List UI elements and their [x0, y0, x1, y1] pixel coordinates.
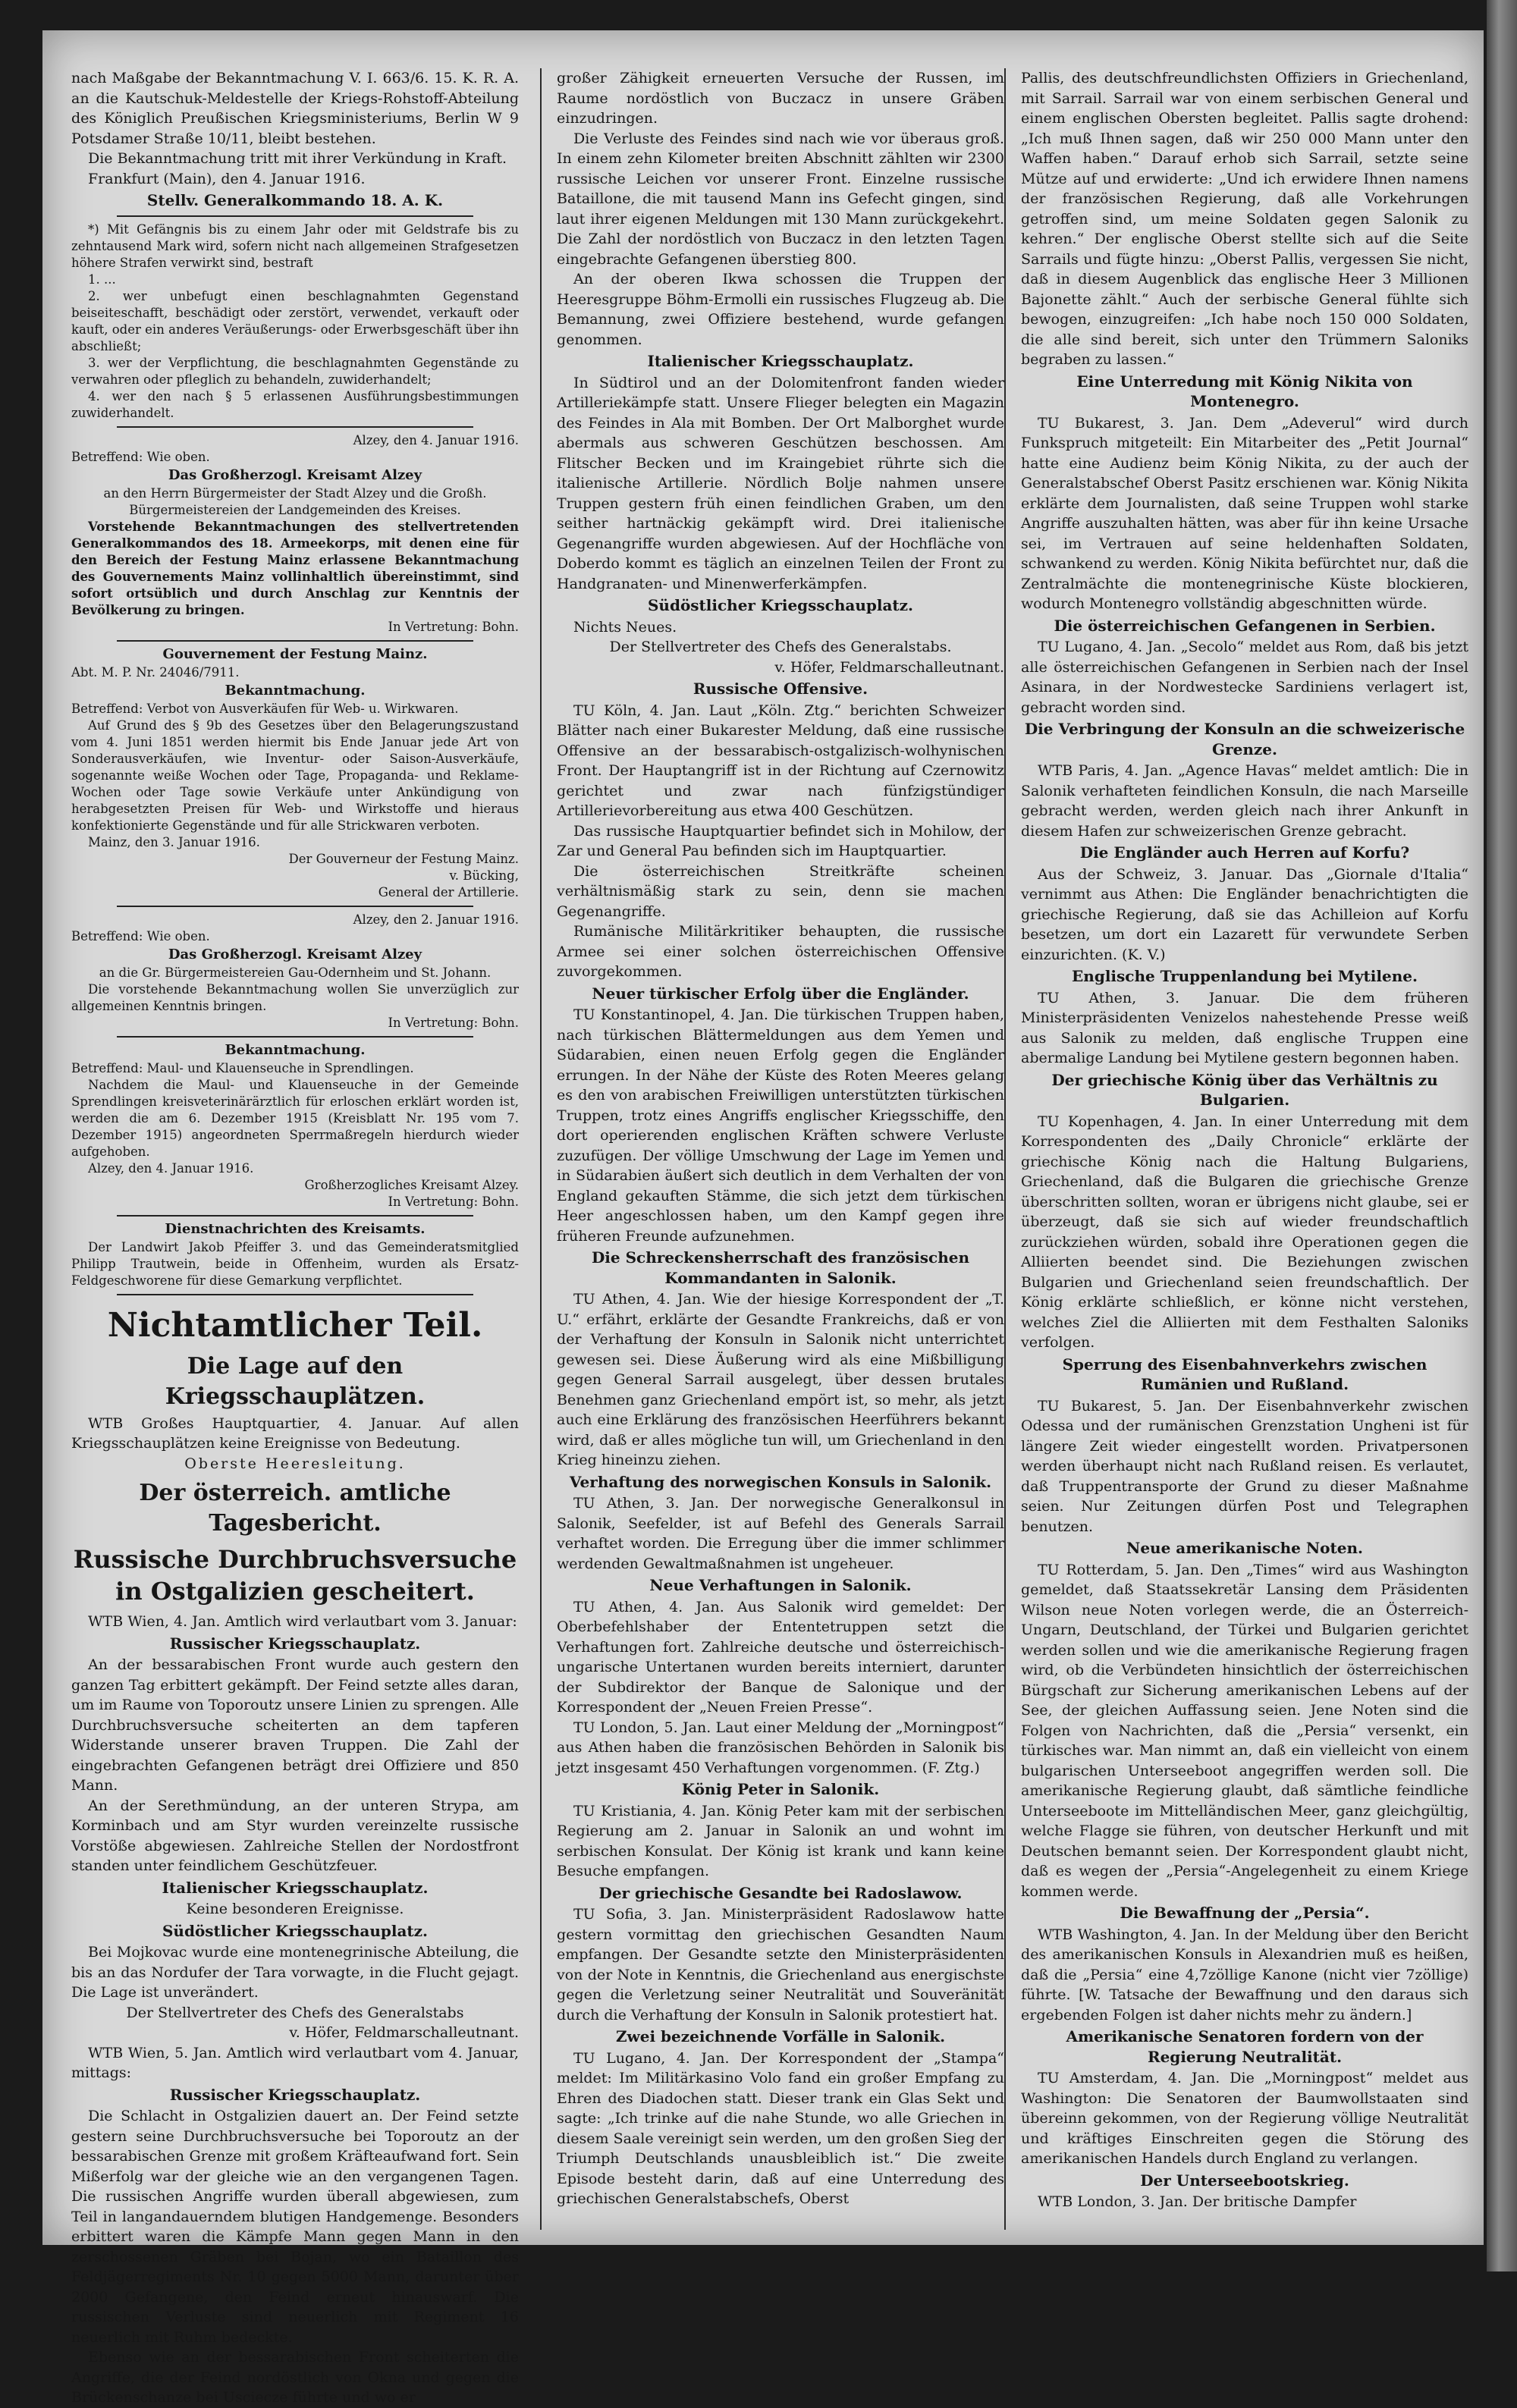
paragraph: TU Köln, 4. Jan. Laut „Köln. Ztg.“ berichten Schweizer Blätter nach einer Bukarester Meldung, daß eine russische Offensive an der bessarabisch-ostgalizisch-wolhynischen Front. Der Hauptangriff ist in der Richtung auf Czernowitz gerichtet und zwar nach fünfzigstündiger Artillerievorbereitung aus etwa 400 Geschützen. [557, 702, 1004, 819]
footnote-item: 4. wer den nach § 5 erlassenen Ausführungsbestimmungen zuwiderhandelt. [71, 388, 519, 420]
paragraph: WTB Paris, 4. Jan. „Agence Havas“ meldet amtlich: Die in Salonik verhafteten feindlichen Konsuln, die nach Marseille gebracht werden, werden gleich nach ihrer Ankunft in diesem Hafen zur schweizerischen Grenze gebracht. [1021, 762, 1468, 840]
signature: v. Höfer, Feldmarschalleutnant. [774, 658, 1004, 676]
subheading: Italienischer Kriegsschauplatz. [162, 1878, 429, 1897]
recipients: an die Gr. Bürgermeistereien Gau-Odernheim und St. Johann. [99, 965, 492, 980]
divider [117, 640, 473, 642]
column-1 [71, 68, 519, 2406]
headline: Die Bewaffnung der „Persia“. [1120, 1904, 1370, 1922]
notice-title: Bekanntmachung. [225, 1041, 366, 1058]
footnote-item: 3. wer der Verpflichtung, die beschlagnahmten Gegenstände zu verwahren oder pfleglich zu behandeln, zuwiderhandelt; [71, 355, 519, 387]
headline: Eine Unterredung mit König Nikita von Montenegro. [1076, 372, 1413, 410]
paragraph: An der oberen Ikwa schossen die Truppen der Heeresgruppe Böhm-Ermolli ein russisches Flugzeug ab. Die Bemannung, zwei Offiziere bestehend, wurde gefangen genommen. [557, 271, 1004, 348]
divider [117, 1036, 473, 1038]
paragraph: WTB London, 3. Jan. Der britische Dampfer [1038, 2193, 1357, 2210]
subheading: Italienischer Kriegsschauplatz. [647, 352, 914, 370]
paragraph: TU Bukarest, 3. Jan. Dem „Adeverul“ wird durch Funkspruch mitgeteilt: Ein Mitarbeiter des „Petit Journal“ hatte eine Audienz beim König Nikita, zu der auch der Generalstabschef Oberst Pasitz erschienen war. König Nikita erklärte dem Journalisten, daß seine Truppen wohl starke Angriffe auszuhalten hätten, was aber für ihn keine Ursache sei, im Vertrauen auf seine heldenhaften Soldaten, schwankend zu werden. König Nikita befürchtet nur, daß die Zentralmächte die montenegrinische Küste blockieren, wodurch Montenegro vollständig abgeschnitten würde. [1021, 414, 1468, 612]
dateline: Frankfurt (Main), den 4. Januar 1916. [88, 170, 366, 187]
reference: Abt. M. P. Nr. 24046/7911. [71, 664, 240, 680]
headline: Die Verbringung der Konsuln an die schweizerische Grenze. [1024, 720, 1465, 758]
headline: Der griechische Gesandte bei Radoslawow. [598, 1883, 963, 1902]
paragraph: Ebenso wie an der bessarabischen Front scheiterten die Angriffe, die der Feind nordöstlich von Okna und gegen die Brückenschanze bei Usciecze führte und wo er [71, 2349, 519, 2406]
notice-title: Bekanntmachung. [225, 682, 366, 699]
section-title: Nichtamtlicher Teil. [107, 1305, 483, 1345]
headline: Russische Offensive. [693, 680, 868, 698]
authority: Gouvernement der Festung Mainz. [162, 645, 428, 662]
paragraph: Das russische Hauptquartier befindet sich in Mohilow, der Zar und General Pau befinden sich im Hauptquartier. [557, 822, 1004, 859]
headline: Verhaftung des norwegischen Konsuls in Salonik. [569, 1472, 992, 1491]
divider [117, 215, 473, 217]
paragraph: Aus der Schweiz, 3. Januar. Das „Giornale d'Italia“ vernimmt aus Athen: Die Engländer benachrichtigten die griechische Regierung, daß sie das Achilleion auf Korfu besetzen, um dort ein Lazarett für verwundete Serben einzurichten. (K. V.) [1021, 865, 1468, 963]
signature: Stellv. Generalkommando 18. A. K. [146, 191, 444, 209]
paragraph: TU Athen, 4. Jan. Aus Salonik wird gemeldet: Der Oberbefehlshaber der Ententetruppen setzt die Verhaftungen fort. Zahlreiche deutsche und österreichisch-ungarische Untertanen wurden bereits interniert, darunter der Subdirektor der Banque de Salonique und der Korrespondent der „Neuen Freien Presse“. [557, 1598, 1004, 1716]
notice-title: Dienstnachrichten des Kreisamts. [165, 1220, 426, 1237]
paragraph: TU Bukarest, 5. Jan. Der Eisenbahnverkehr zwischen Odessa und der rumänischen Grenzstation Ungheni ist für längere Zeit wieder eingestellt worden. Privatpersonen werden überhaupt nicht nach Rußland reisen. Es verlautet, daß Truppentransporte der Grund zu dieser Maßnahme seien. Nur Zeitungen dürfen Post und Telegraphen benutzen. [1021, 1397, 1468, 1535]
subheading: Russischer Kriegsschauplatz. [169, 2085, 421, 2104]
paragraph: großer Zähigkeit erneuerten Versuche der Russen, im Raume nordöstlich von Buczacz in unsere Gräben einzudringen. [557, 70, 1004, 127]
headline: Zwei bezeichnende Vorfälle in Salonik. [615, 2027, 946, 2045]
subject: Betreffend: Verbot von Ausverkäufen für Web- u. Wirkwaren. [71, 701, 459, 716]
footnote-item: 2. wer unbefugt einen beschlagnahmten Gegenstand beiseiteschafft, beschädigt oder zerstört, verwendet, verkauft oder kauft, oder ein anderes Veräußerungs- oder Erwerbsgeschäft über ihn abschließt; [71, 288, 519, 353]
headline: Der österreich. amtliche Tagesbericht. [139, 1480, 451, 1537]
divider [117, 1294, 473, 1295]
headline: Die Schreckensherrschaft des französischen Kommandanten in Salonik. [591, 1248, 970, 1287]
divider [117, 906, 473, 907]
paragraph: Die vorstehende Bekanntmachung wollen Sie unverzüglich zur allgemeinen Kenntnis bringen. [71, 981, 519, 1013]
paragraph: WTB Großes Hauptquartier, 4. Januar. Auf allen Kriegsschauplätzen keine Ereignisse von Bedeutung. [71, 1414, 519, 1452]
signature: General der Artillerie. [378, 884, 519, 899]
paragraph: TU Lugano, 4. Jan. Der Korrespondent der „Stampa“ meldet: Im Militärkasino Volo fand ein großer Empfang zu Ehren des Diadochen statt. Dieser trank ein Glas Sekt und sagte: „Ich trinke auf die nahe Stunde, wo alle Griechen in diesem Saale vereinigt sein werden, um den großen Sieg der Triumph Deutschlands unausbleiblich ist.“ Die zweite Episode besteht darin, daß auf eine Unterredung des griechischen Generalstabschefs, Oberst [557, 2049, 1004, 2207]
headline: Die Lage auf den Kriegsschauplätzen. [165, 1352, 426, 1410]
paragraph: TU London, 5. Jan. Laut einer Meldung der „Morningpost“ aus Athen haben die französischen Behörden in Salonik bis jetzt insgesamt 450 Verhaftungen vorgenommen. (F. Ztg.) [557, 1719, 1004, 1776]
headline: Englische Truppenlandung bei Mytilene. [1072, 967, 1418, 985]
subheading: Südöstlicher Kriegsschauplatz. [162, 1921, 428, 1940]
paragraph: TU Kopenhagen, 4. Jan. In einer Unterredung mit dem Korrespondenten des „Daily Chronicle“ erklärte der griechische König nach die Haltung Bulgariens, Griechenland, daß die Bulgaren die griechische Grenze überschritten sollten, woran er übrigens nicht glaube, sei er überzeugt, daß sie sich auf wieder freundschaftlich zurückziehen würden, sobald ihre Operationen gegen die Alliierten beendet sind. Die Beziehungen zwischen Bulgarien und Griechenland seien freundschaftlich. Der König erklärte schließlich, er könne nicht verstehen, welches Ziel die Alliierten mit dem Festhalten Saloniks verfolgen. [1021, 1113, 1468, 1351]
paragraph: Keine besonderen Ereignisse. [186, 1901, 404, 1917]
signature: v. Bücking, [449, 868, 519, 883]
divider [117, 1215, 473, 1217]
paragraph: TU Kristiania, 4. Jan. König Peter kam mit der serbischen Regierung am 2. Januar in Salonik an und wohnt im serbischen Konsulat. Der König ist krank und kann keine Besuche empfangen. [557, 1802, 1004, 1879]
paragraph: Die Schlacht in Ostgalizien dauert an. Der Feind setzte gestern seine Durchbruchsversuche bei Toporoutz an der bessarabischen Grenze mit großem Kräfteaufwand fort. Sein Mißerfolg war der gleiche wie an den vergangenen Tagen. Die russischen Angriffe wurden überall abgewiesen, zum Teil in langandauerndem blutigen Handgemenge. Besonders erbittert waren die Kämpfe Mann gegen Mann in den zerschossenen Gräben bei Bojan, wo ein Bataillon des Feldjägerregiments Nr. 10 gegen 5000 Mann, darunter über 2000 Gefangene, den Feind erneut hinauswarf. Die russischen Verluste sind neuerlich mit Regiment 16 neuerlich mit Ruhm bedeckte. [71, 2108, 519, 2346]
subject: Betreffend: Wie oben. [71, 449, 210, 464]
signature: Oberste Heeresleitung. [184, 1455, 406, 1472]
subheading: Südöstlicher Kriegsschauplatz. [647, 596, 913, 614]
paragraph: Rumänische Militärkritiker behaupten, die russische Armee sei einer solchen österreichischen Offensive zuvorgekommen. [557, 923, 1004, 980]
dateline: Alzey, den 2. Januar 1916. [353, 912, 519, 927]
paragraph: TU Athen, 4. Jan. Wie der hiesige Korrespondent der „T. U.“ erfährt, erklärte der Gesandte Frankreichs, daß er von der Verhaftung der Konsuln in Salonik nicht unterrichtet gewesen sei. Diese Äußerung wird als eine Mißbilligung gegen General Sarrail ausgelegt, über dessen brutales Benehmen ganz Griechenland empört ist, so mehr, als jetzt auch eine Erklärung des französischen Heerführers bekannt wird, daß er alles mögliche tun will, um Griechenland in den Krieg hineinzu ziehen. [557, 1291, 1004, 1468]
paragraph: nach Maßgabe der Bekanntmachung V. I. 663/6. 15. K. R. A. an die Kautschuk-Meldestelle der Kriegs-Rohstoff-Abteilung des Königlich Preußischen Kriegsministeriums, Berlin W 9 Potsdamer Straße 10/11, bleibt bestehen. [71, 70, 519, 147]
paragraph: Vorstehende Bekanntmachungen des stellvertretenden Generalkommandos des 18. Armeekorps, mit denen eine für den Bereich der Festung Mainz erlassene Bekanntmachung des Gouvernements Mainz vollinhaltlich übereinstimmt, sind sofort ortsüblich und durch Anschlag zur Kenntnis der Bevölkerung zu bringen. [71, 519, 519, 617]
authority: Das Großherzogl. Kreisamt Alzey [168, 466, 422, 483]
headline: Neuer türkischer Erfolg über die Engländer. [592, 984, 969, 1003]
headline: Amerikanische Senatoren fordern von der Regierung Neutralität. [1066, 2027, 1424, 2066]
paragraph: TU Athen, 3. Januar. Die dem früheren Ministerpräsidenten Venizelos nahestehende Presse weiß aus Salonik zu melden, daß englische Truppen eine abermalige Landung bei Mytilene gestern begonnen haben. [1021, 989, 1468, 1066]
dateline: Alzey, den 4. Januar 1916. [88, 1160, 254, 1176]
signature: In Vertretung: Bohn. [388, 1194, 519, 1209]
paragraph: TU Lugano, 4. Jan. „Secolo“ meldet aus Rom, daß bis jetzt alle österreichischen Gefangenen in Serbien nach der Insel Asinara, in der Nordwestecke Sardiniens verlagert ist, gebracht worden sind. [1021, 639, 1468, 716]
headline: Der Unterseebootskrieg. [1140, 2171, 1349, 2190]
column-rule [540, 68, 542, 2230]
column-rule [1004, 68, 1006, 2230]
paragraph: Auf Grund des § 9b des Gesetzes über den Belagerungszustand vom 4. Juni 1851 werden hiermit bis Ende Januar jede Art von Sonderausverkäufen, wie Inventur- oder Saison-Ausverkäufe, sogenannte weiße Wochen oder Tage, Propaganda- und Reklame-Wochen oder Tage sowie Verkäufe unter Ankündigung von herabgesetzten Preisen für Web- und Wirkstoffe und hieraus konfektionierte Gegenstände und für alle Strickwaren verboten. [71, 717, 519, 833]
signature: In Vertretung: Bohn. [388, 619, 519, 634]
divider [117, 426, 473, 428]
paragraph: Die Verluste des Feindes sind nach wie vor überaus groß. In einem zehn Kilometer breiten Abschnitt zählten wir 2300 russische Leichen vor unserer Front. Einzelne russische Bataillone, die mit tausend Mann ins Gefecht gingen, sind laut ihrer eigenen Meldungen mit 130 Mann zurückgekehrt. Die Zahl der nordöstlich von Buczacz in den letzten Tagen eingebrachte Gefangenen überstieg 800. [557, 130, 1004, 268]
column-3 [1021, 68, 1468, 2230]
subject: Betreffend: Wie oben. [71, 928, 210, 943]
paragraph: TU Konstantinopel, 4. Jan. Die türkischen Truppen haben, nach türkischen Blättermeldungen aus dem Yemen und Südarabien, einen neuen Erfolg gegen die Engländer errungen. In der Nähe der Küste des Roten Meeres gelang es den von arabischen Freiwilligen unterstützten türkischen Truppen, trotz eines Angriffs englischer Kriegsschiffe, den dort operierenden englischen Kräften schwere Verluste zuzufügen. Der völlige Umschwung der Lage im Yemen und in Südarabien äußert sich deutlich in dem Verhalten der von England gekauften Stämme, die sich jetzt dem türkischen Heer angeschlossen haben, um den Kampf gegen ihre früheren Freunde aufzunehmen. [557, 1006, 1004, 1245]
column-2 [557, 68, 1004, 2230]
paragraph: Die Bekanntmachung tritt mit ihrer Verkündung in Kraft. [88, 150, 507, 167]
authority: Das Großherzogl. Kreisamt Alzey [168, 946, 422, 962]
footnote-item: 1. ... [88, 272, 116, 287]
headline: Die österreichischen Gefangenen in Serbien. [1054, 616, 1436, 635]
signature: v. Höfer, Feldmarschalleutnant. [289, 2024, 519, 2041]
signature: In Vertretung: Bohn. [388, 1015, 519, 1030]
newspaper-page [42, 30, 1484, 2406]
headline: Russische Durchbruchsversuche in Ostgalizien gescheitert. [73, 1545, 517, 1606]
dateline: Alzey, den 4. Januar 1916. [353, 432, 519, 447]
recipients: an den Herrn Bürgermeister der Stadt Alzey und die Großh. Bürgermeistereien der Landgemeinden des Kreises. [103, 485, 487, 517]
signature: Der Stellvertreter des Chefs des Generalstabs [126, 2004, 464, 2021]
paragraph: An der bessarabischen Front wurde auch gestern den ganzen Tag erbittert gekämpft. Der Feind setzte alles daran, um im Raume von Toporoutz unsere Linien zu sprengen. Alle Durchbruchsversuche scheiterten an dem tapferen Widerstande unserer braven Truppen. Die Zahl der eingebrachten Gefangenen beträgt drei Offiziere und 850 Mann. [71, 1656, 519, 1794]
headline: Die Engländer auch Herren auf Korfu? [1079, 843, 1410, 862]
dateline: Mainz, den 3. Januar 1916. [88, 834, 260, 849]
footnote-block [71, 221, 519, 422]
paragraph: Die österreichischen Streitkräfte scheinen verhältnismäßig stark zu sein, denn sie machen Gegenangriffe. [557, 862, 1004, 920]
signature: Großherzogliches Kreisamt Alzey. [304, 1177, 519, 1192]
paragraph: WTB Wien, 4. Jan. Amtlich wird verlautbart vom 3. Januar: [88, 1613, 517, 1630]
headline: Der griechische König über das Verhältnis zu Bulgarien. [1051, 1070, 1438, 1109]
paragraph: Pallis, des deutschfreundlichsten Offiziers in Griechenland, mit Sarrail. Sarrail war von einem serbischen General und einem englischen Obersten begleitet. Pallis sagte drohend: „Ich muß Ihnen sagen, daß wir 250 000 Mann unter den Waffen haben.“ Darauf erhob sich Sarrail, setzte seine Mütze auf und erwiderte: „Und ich erwidere Ihnen namens der französischen Regierung, daß alle Vorkehrungen getroffen sind, um meine Soldaten gegen Salonik zu kehren.“ Der englische Oberst stellte sich auf die Seite Sarrails und fügte hinzu: „Oberst Pallis, vergessen Sie nicht, daß in diesem Augenblick das englische Heer 3 Millionen Bajonette zählt.“ Auch der serbische General fühlte sich bewogen, einzugreifen: „Ich habe noch 150 000 Soldaten, die alle sind bereit, sich unter den Trümmern Saloniks begraben zu lassen.“ [1021, 70, 1468, 368]
headline: Neue amerikanische Noten. [1126, 1539, 1363, 1557]
footnote: *) Mit Gefängnis bis zu einem Jahr oder mit Geldstrafe bis zu zehntausend Mark wird, sofern nicht nach allgemeinen Strafgesetzen höhere Strafen verwirkt sind, bestraft [71, 221, 519, 270]
paragraph: In Südtirol und an der Dolomitenfront fanden wieder Artilleriekämpfe statt. Unsere Flieger belegten ein Magazin des Feindes in Ala mit Bomben. Der Ort Malborghet wurde abermals aus schweren Geschützen beschossen. Am Flitscher Becken und im Kraingebiet rührte sich die italienische Artillerie. Nördlich Bolje nahmen unsere Truppen gestern früh einen feindlichen Graben, um den seither hartnäckig gekämpft wird. Drei italienische Gegenangriffe wurden abgewiesen. Auf der Hochfläche von Doberdo kommt es täglich an einzelnen Teilen der Front zu Handgranaten- und Minenwerferkämpfen. [557, 374, 1004, 592]
paragraph: Nichts Neues. [573, 618, 677, 636]
scan-edge [1487, 0, 1517, 2271]
notice-block [71, 432, 519, 1289]
paragraph: Bei Mojkovac wurde eine montenegrinische Abteilung, die bis an das Nordufer der Tara vorwagte, in die Flucht gejagt. Die Lage ist unverändert. [71, 1944, 519, 2001]
signature: Der Gouverneur der Festung Mainz. [288, 851, 519, 866]
subheading: Russischer Kriegsschauplatz. [169, 1634, 421, 1653]
paragraph: TU Sofia, 3. Jan. Ministerpräsident Radoslawow hatte gestern vormittag den griechischen Gesandten Naum empfangen. Der Gesandte setzte den Ministerpräsidenten von der Note in Kenntnis, die Griechenland aus energischste gegen die Verletzung seiner Neutralität und Souveränität durch die Verhaftung der Konsuln in Salonik protestiert hat. [557, 1906, 1004, 2023]
paragraph: Nachdem die Maul- und Klauenseuche in der Gemeinde Sprendlingen kreisveterinärärztlich für erloschen erklärt worden ist, werden die am 6. Dezember 1915 (Kreisblatt Nr. 195 vom 7. Dezember 1915) angeordneten Sperrmaßregeln hierdurch wieder aufgehoben. [71, 1077, 519, 1159]
paragraph: WTB Wien, 5. Jan. Amtlich wird verlautbart vom 4. Januar, mittags: [71, 2044, 519, 2081]
paragraph: TU Rotterdam, 5. Jan. Den „Times“ wird aus Washington gemeldet, daß Staatssekretär Lansing dem Präsidenten Wilson neue Noten vorlegen werde, die an Österreich-Ungarn, Deutschland, der Türkei und Bulgarien gerichtet werden sollen und wie die amerikanische Regierung fragen wird, ob die Verbündeten hinsichtlich der österreichischen Bürgschaft zur Sicherung amerikanischen Lebens auf der See, der gleichen Auffassung seien. Jene Noten sind die Folgen von Nachrichten, daß die „Persia“ versenkt, ein türkisches war. Man nimmt an, daß ein vielleicht von einem bulgarischen Unterseeboot angegriffen werden soll. Die amerikanische Regierung glaubt, daß sämtliche feindliche Unterseeboote im Mittelländischen Meer, ganz gleichgültig, welche Flagge sie führen, von deutscher Herkunft und mit Deutschen bemannt seien. Der Korrespondent glaubt nicht, daß es wegen der „Persia“-Angelegenheit zu einem Kriege kommen werde. [1021, 1561, 1468, 1900]
headline: Sperrung des Eisenbahnverkehrs zwischen Rumänien und Rußland. [1062, 1355, 1427, 1393]
paragraph: TU Amsterdam, 4. Jan. Die „Morningpost“ meldet aus Washington: Die Senatoren der Baumwollstaaten sind übereinn gekommen, von der Regierung völlige Neutralität und kräftiges Einschreiten gegen die Störung des amerikanischen Handels durch England zu verlangen. [1021, 2070, 1468, 2167]
subject: Betreffend: Maul- und Klauenseuche in Sprendlingen. [71, 1060, 414, 1075]
paragraph: An der Serethmündung, an der unteren Strypa, am Korminbach und am Styr wurden vereinzelte russische Vorstöße abgewiesen. Zahlreiche Stellen der Nordostfront standen unter feindlichem Geschützfeuer. [71, 1797, 519, 1874]
headline: Neue Verhaftungen in Salonik. [649, 1576, 912, 1594]
signature: Der Stellvertreter des Chefs des Generalstabs. [609, 639, 952, 655]
paragraph: WTB Washington, 4. Jan. In der Meldung über den Bericht des amerikanischen Konsuls in Alexandrien muß es heißen, daß die „Persia“ eine 4,7zöllige Kanone (nicht vier 7zöllige) führte. [W. Tatsache der Bewaffnung und den daraus sich ergebenden Folgen ist daher nichts mehr zu ändern.] [1021, 1926, 1468, 2023]
paragraph: TU Athen, 3. Jan. Der norwegische Generalkonsul in Salonik, Seefelder, ist auf Befehl des Generals Sarrail verhaftet worden. Die Erregung über die immer schlimmer werdenden Gewaltmaßnahmen ist ungeheuer. [557, 1495, 1004, 1572]
headline: König Peter in Salonik. [681, 1780, 880, 1798]
paragraph: Der Landwirt Jakob Pfeiffer 3. und das Gemeinderatsmitglied Philipp Trautwein, beide in Offenheim, wurden als Ersatz-Feldgeschworene für diese Gemarkung verpflichtet. [71, 1239, 519, 1288]
